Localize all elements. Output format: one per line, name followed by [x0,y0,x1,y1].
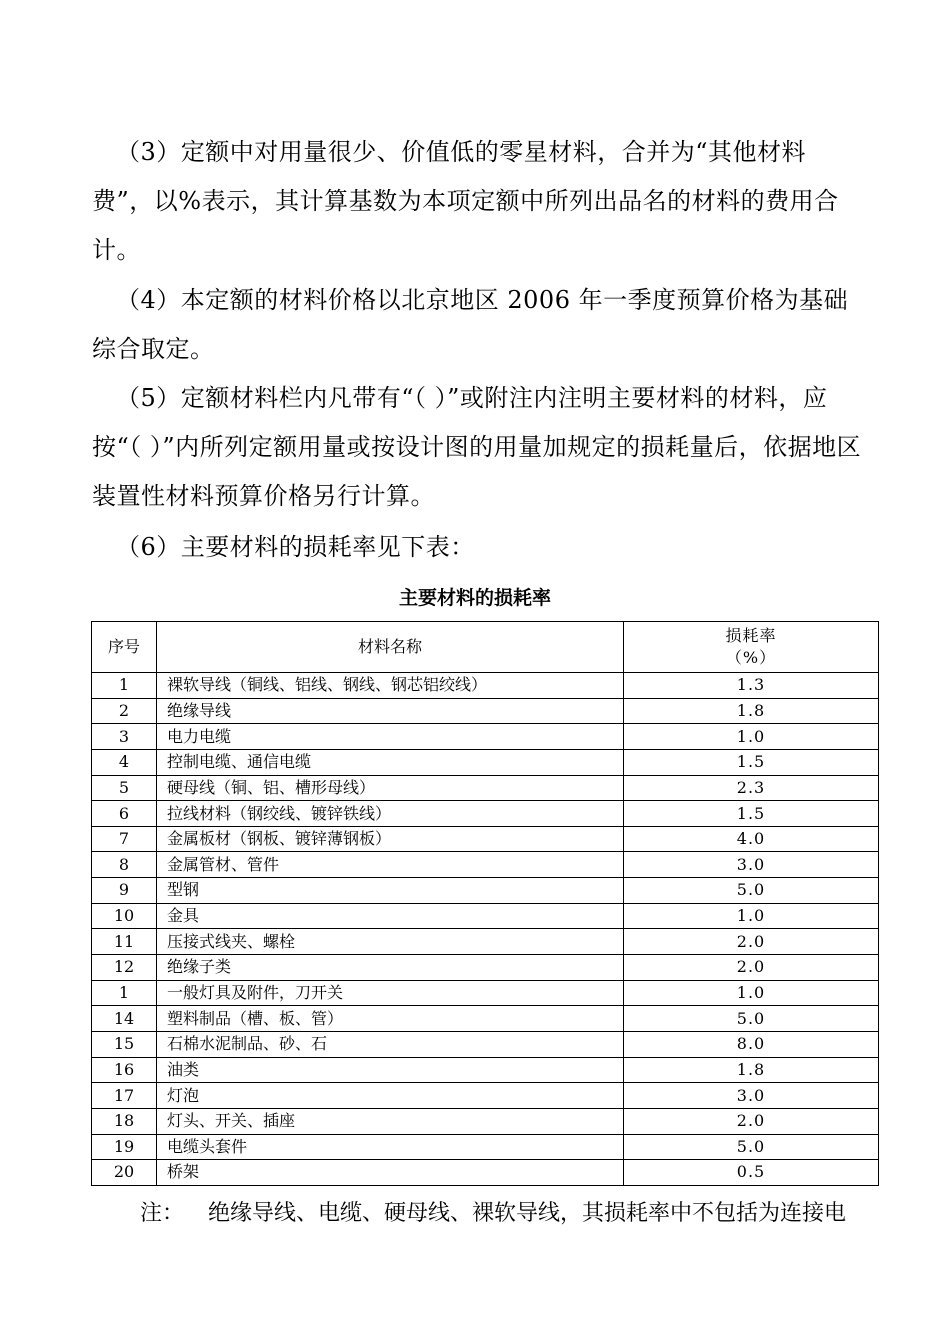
table-row [92,1057,879,1083]
cell-rate: 8.0 [624,1031,879,1057]
table-row [92,698,879,724]
cell-no: 7 [92,826,157,852]
cell-name: 油类 [157,1057,624,1083]
cell-name: 电力电缆 [157,724,624,750]
table-body [92,673,879,1186]
table-row [92,724,879,750]
cell-no: 3 [92,724,157,750]
cell-rate: 4.0 [624,826,879,852]
cell-rate: 5.0 [624,1134,879,1160]
cell-rate: 2.3 [624,775,879,801]
cell-rate: 0.5 [624,1160,879,1186]
cell-no: 6 [92,801,157,827]
table-title: 主要材料的损耗率 [398,587,551,609]
cell-rate: 1.0 [624,980,879,1006]
cell-name: 裸软导线（铜线、铝线、钢线、钢芯铝绞线） [157,673,624,699]
table-row [92,980,879,1006]
header-no: 序号 [92,622,157,673]
cell-name: 型钢 [157,878,624,904]
cell-no: 9 [92,878,157,904]
cell-name: 金具 [157,903,624,929]
cell-name: 金属板材（钢板、镀锌薄钢板） [157,826,624,852]
cell-no: 18 [92,1108,157,1134]
cell-no: 15 [92,1031,157,1057]
cell-rate: 3.0 [624,1083,879,1109]
table-row [92,929,879,955]
cell-no: 12 [92,955,157,981]
cell-rate: 5.0 [624,1006,879,1032]
cell-name: 塑料制品（槽、板、管） [157,1006,624,1032]
paragraph-6: （6）主要材料的损耗率见下表： [116,533,475,561]
cell-name: 控制电缆、通信电缆 [157,749,624,775]
table-row [92,1006,879,1032]
note-text: 绝缘导线、电缆、硬母线、裸软导线，其损耗率中不包括为连接电 [208,1201,847,1226]
table-row [92,1031,879,1057]
cell-name: 一般灯具及附件，刀开关 [157,980,624,1006]
table-row [92,673,879,699]
table-row [92,903,879,929]
cell-rate: 2.0 [624,955,879,981]
cell-rate: 2.0 [624,929,879,955]
header-rate-label: 损耗率 [725,626,777,645]
table-row [92,801,879,827]
cell-no: 8 [92,852,157,878]
cell-name: 桥架 [157,1160,624,1186]
cell-rate: 1.8 [624,1057,879,1083]
table-header-row [92,622,879,673]
cell-name: 石棉水泥制品、砂、石 [157,1031,624,1057]
cell-rate: 1.5 [624,801,879,827]
cell-no: 14 [92,1006,157,1032]
table-row [92,1108,879,1134]
cell-rate: 1.5 [624,749,879,775]
paragraph-3: （3）定额中对用量很少、价值低的零星材料，合并为“其他材料费”，以%表示，其计算基数为本项定额中所列出品名的材料的费用合计。 [92,138,839,264]
cell-rate: 2.0 [624,1108,879,1134]
cell-no: 4 [92,749,157,775]
cell-no: 2 [92,698,157,724]
cell-no: 5 [92,775,157,801]
header-rate [624,622,879,673]
cell-name: 拉线材料（钢绞线、镀锌铁线） [157,801,624,827]
paragraph-5: （5）定额材料栏内凡带有“（ ）”或附注内注明主要材料的材料，应按“（ ）”内所列定额用量或按设计图的用量加规定的损耗量后，依据地区装置性材料预算价格另行计算。 [92,384,862,510]
paragraph-4: （4）本定额的材料价格以北京地区 2006 年一季度预算价格为基础综合取定。 [92,286,849,363]
cell-no: 19 [92,1134,157,1160]
table-row [92,1083,879,1109]
cell-no: 10 [92,903,157,929]
cell-no: 11 [92,929,157,955]
table-row [92,749,879,775]
table-row [92,775,879,801]
cell-name: 电缆头套件 [157,1134,624,1160]
cell-no: 20 [92,1160,157,1186]
table-row [92,852,879,878]
note [140,1196,920,1232]
loss-rate-table [91,621,879,1186]
cell-name: 压接式线夹、螺栓 [157,929,624,955]
cell-rate: 1.8 [624,698,879,724]
cell-rate: 5.0 [624,878,879,904]
cell-no: 1 [92,673,157,699]
cell-name: 硬母线（铜、铝、槽形母线） [157,775,624,801]
header-rate-unit: （%） [725,648,777,667]
cell-name: 绝缘子类 [157,955,624,981]
cell-rate: 1.0 [624,903,879,929]
cell-rate: 3.0 [624,852,879,878]
table-row [92,826,879,852]
cell-rate: 1.3 [624,673,879,699]
cell-no: 17 [92,1083,157,1109]
cell-rate: 1.0 [624,724,879,750]
cell-name: 灯头、开关、插座 [157,1108,624,1134]
cell-name: 金属管材、管件 [157,852,624,878]
table-row [92,1134,879,1160]
cell-no: 16 [92,1057,157,1083]
table-row [92,878,879,904]
cell-name: 绝缘导线 [157,698,624,724]
note-label: 注： [140,1201,185,1226]
header-name: 材料名称 [157,622,624,673]
cell-name: 灯泡 [157,1083,624,1109]
table-row [92,1160,879,1186]
cell-no: 1 [92,980,157,1006]
table-row [92,955,879,981]
